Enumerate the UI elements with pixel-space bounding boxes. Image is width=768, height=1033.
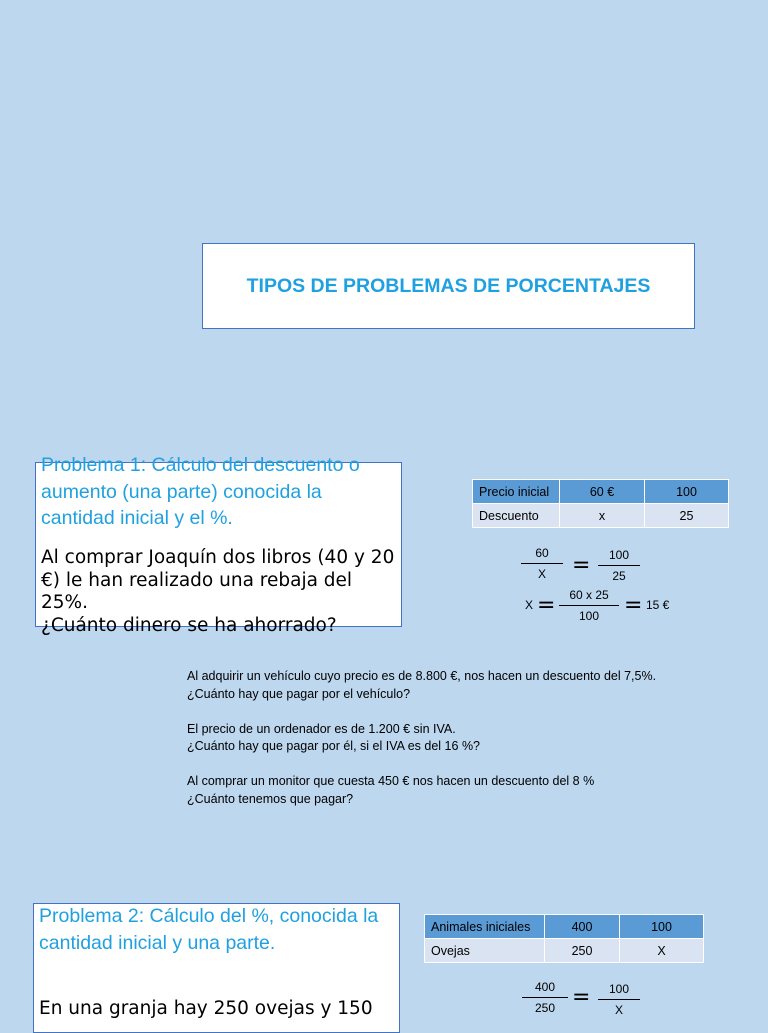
page-title: TIPOS DE PROBLEMAS DE PORCENTAJES — [246, 274, 651, 297]
table-cell: x — [560, 504, 645, 528]
exercise-question: ¿Cuánto hay que pagar por el vehículo? — [187, 686, 411, 701]
exercise-question: ¿Cuánto hay que pagar por él, si el IVA es del 16 %? — [187, 739, 481, 753]
problem1-question: ¿Cuánto dinero se ha ahorrado? — [41, 614, 337, 636]
exercise-item — [187, 668, 727, 703]
equals-sign: = — [572, 985, 591, 1010]
problem2-heading: Problema 2: Cálculo del %, conocida la cantidad inicial y una parte. — [39, 905, 379, 954]
table-row — [473, 480, 729, 504]
fraction-right — [598, 982, 640, 1017]
fraction-right — [598, 548, 640, 583]
title-box — [202, 243, 695, 329]
fraction-denominator: X — [537, 567, 546, 581]
table-cell: X — [620, 939, 704, 963]
table-cell: Precio inicial — [473, 480, 560, 504]
fraction-bar — [522, 997, 568, 998]
fraction-denominator: X — [614, 1003, 623, 1017]
table-cell: 60 € — [560, 480, 645, 504]
problem1-heading: Problema 1: Cálculo del descuento o aumento (una parte) conocida la cantidad inicial y el %. — [41, 454, 360, 529]
fraction-solution — [559, 588, 619, 623]
exercise-question: ¿Cuánto tenemos que pagar? — [187, 791, 354, 806]
fraction-bar — [559, 605, 619, 606]
solution-variable: X — [525, 598, 534, 612]
exercise-statement: Al comprar un monitor que cuesta 450 € nos hacen un descuento del 8 % — [187, 774, 595, 788]
table-cell: Descuento — [473, 504, 560, 528]
table-row — [425, 915, 704, 939]
fraction-bar — [521, 563, 563, 564]
fraction-denominator: 100 — [578, 609, 600, 623]
problem1-statement: Al comprar Joaquín dos libros (40 y 20 €) le han realizado una rebaja del 25%. — [41, 547, 395, 613]
problem1-table — [472, 479, 729, 528]
table-cell: 25 — [645, 504, 729, 528]
exercise-item — [187, 721, 727, 756]
table-row — [425, 939, 704, 963]
table-cell: 400 — [545, 915, 620, 939]
problem2-table — [424, 914, 704, 963]
fraction-numerator: 60 — [535, 546, 549, 560]
exercise-item — [187, 773, 727, 808]
exercise-list — [187, 668, 727, 826]
fraction-denominator: 25 — [612, 569, 626, 583]
exercise-statement: El precio de un ordenador es de 1.200 € sin IVA. — [187, 721, 456, 736]
fraction-left — [522, 980, 568, 1015]
fraction-numerator: 60 x 25 — [569, 588, 609, 602]
fraction-numerator: 400 — [534, 980, 556, 994]
equals-sign: = — [572, 553, 591, 578]
table-cell: 100 — [645, 480, 729, 504]
fraction-bar — [598, 565, 640, 566]
fraction-denominator: 250 — [534, 1001, 556, 1015]
fraction-numerator: 100 — [608, 982, 630, 996]
table-cell: Ovejas — [425, 939, 545, 963]
table-cell: 250 — [545, 939, 620, 963]
fraction-left — [521, 546, 563, 581]
fraction-numerator: 100 — [608, 548, 630, 562]
solution-result: 15 € — [646, 598, 670, 612]
problem1-text — [41, 547, 403, 637]
table-row — [473, 504, 729, 528]
table-cell: Animales iniciales — [425, 915, 545, 939]
table-cell: 100 — [620, 915, 704, 939]
exercise-statement: Al adquirir un vehículo cuyo precio es de 8.800 €, nos hacen un descuento del 7,5%. — [187, 669, 657, 683]
equals-sign: = — [624, 593, 643, 618]
equals-sign: = — [537, 593, 556, 618]
problem2-text: En una granja hay 250 ovejas y 150 — [39, 998, 373, 1019]
fraction-bar — [598, 999, 640, 1000]
